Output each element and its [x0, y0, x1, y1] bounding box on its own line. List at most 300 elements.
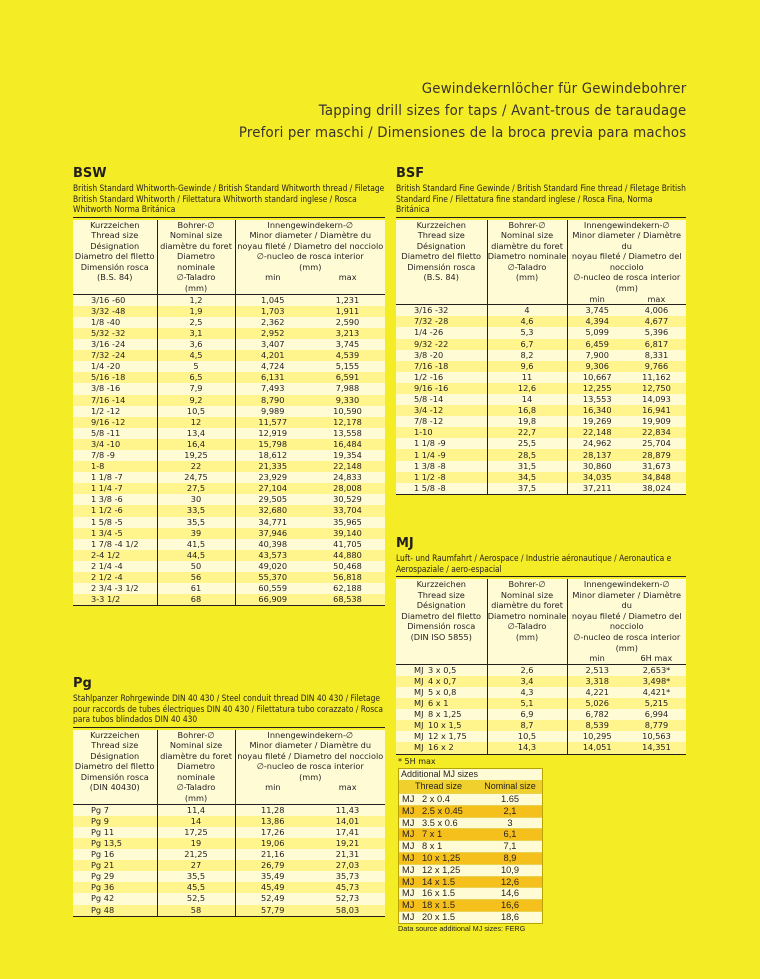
pg-title: Pg [73, 676, 92, 691]
thread-size: 1 5/8 -8 [396, 483, 487, 495]
mj-footnote: * 5H max [398, 757, 436, 766]
thread-value: 8 x 1,25 [428, 709, 462, 720]
table-row [396, 416, 686, 427]
thread-prefix: MJ [399, 911, 418, 922]
thread-value: 5 x 0,8 [428, 686, 457, 697]
nominal-size: 3 [478, 817, 542, 829]
mj-title: MJ [396, 536, 414, 551]
minor-max: 28,879 [627, 449, 686, 460]
thread-size [396, 664, 487, 676]
thread-value: 3 x 0,5 [428, 664, 457, 675]
table-row [396, 687, 686, 698]
thread-size: 3/4 -10 [73, 439, 157, 450]
minor-min: 2,952 [235, 328, 310, 339]
minor-min: 23,929 [235, 472, 310, 483]
pg-description: Stahlpanzer Rohrgewinde DIN 40 430 / Steel conduit thread DIN 40 430 / Filetage pour raccords de tubes électriques DIN 40 430 / Filettatura tubo corazzato / Rosca para tubos blindados DIN 40 430 [73, 693, 385, 728]
header-max: max [338, 272, 357, 283]
table-row [73, 361, 385, 372]
minor-min: 45,49 [235, 882, 310, 893]
pg-section [73, 676, 385, 917]
header-text: ∅-Taladro [507, 621, 547, 632]
header-text: Thread size [417, 230, 465, 241]
thread-size: 2 1/2 -4 [73, 572, 157, 583]
table-row [73, 461, 385, 472]
nominal-size: 9,2 [157, 395, 235, 406]
thread-prefix: MJ [399, 805, 418, 817]
minor-max: 5,155 [310, 361, 385, 372]
nominal-size: 28,5 [487, 449, 567, 460]
thread-size: 7/32 -28 [396, 316, 487, 327]
header-thread-size [73, 220, 157, 295]
thread-prefix: MJ [414, 720, 424, 731]
minor-min: 11,28 [235, 804, 310, 816]
header-unit: (mm) [299, 261, 322, 272]
header-min: min [265, 782, 281, 793]
additional-col-nominal: Nominal size [478, 780, 542, 794]
nominal-size: 11,4 [157, 804, 235, 816]
thread-size: 2-4 1/2 [73, 550, 157, 561]
header-text: Thread size [417, 589, 465, 600]
additional-row [399, 911, 542, 922]
table-row [396, 742, 686, 754]
header-nominal-size [157, 220, 235, 295]
minor-min: 7,900 [567, 350, 627, 361]
pg-table [73, 730, 385, 917]
nominal-size: 18,6 [478, 911, 542, 922]
minor-min: 57,79 [235, 905, 310, 917]
minor-min: 6,131 [235, 372, 310, 383]
bsw-table [73, 220, 385, 607]
thread-size: 1 1/8 -9 [396, 438, 487, 449]
nominal-size: 13,4 [157, 428, 235, 439]
minor-min: 16,340 [567, 405, 627, 416]
additional-row [399, 805, 542, 817]
thread-prefix: MJ [414, 731, 424, 742]
table-row [396, 472, 686, 483]
header-text: Kurzzeichen [416, 579, 466, 589]
minor-min: 2,362 [235, 317, 310, 328]
header-text: Minor diameter / Diamètre du [572, 230, 682, 251]
nominal-size: 16,8 [487, 405, 567, 416]
nominal-size: 58 [157, 905, 235, 917]
header-text: noyau fileté / Diametro del nocciolo [237, 240, 384, 251]
header-text: Diametro nominale [176, 251, 215, 272]
minor-max: 11,43 [310, 804, 385, 816]
nominal-size: 19 [157, 838, 235, 849]
thread-size [396, 709, 487, 720]
minor-min: 8,790 [235, 395, 310, 406]
minor-min: 3,407 [235, 339, 310, 350]
minor-max: 1,911 [310, 306, 385, 317]
table-row [73, 494, 385, 505]
header-text: noyau fileté / Diametro del nocciolo [237, 750, 384, 761]
nominal-size: 1,9 [157, 306, 235, 317]
table-row [396, 461, 686, 472]
nominal-size: 14,3 [487, 742, 567, 754]
minor-max: 24,833 [310, 472, 385, 483]
minor-min: 3,318 [567, 676, 627, 687]
table-row [396, 676, 686, 687]
minor-max: 9,766 [627, 361, 686, 372]
thread-size: 12 x 1,25 [418, 864, 478, 876]
thread-size: 1 3/8 -8 [396, 461, 487, 472]
table-row [73, 893, 385, 904]
minor-max: 52,73 [310, 893, 385, 904]
header-text: Kurzzeichen [90, 729, 140, 740]
additional-row [399, 829, 542, 841]
nominal-size: 17,25 [157, 827, 235, 838]
table-row [396, 731, 686, 742]
header-unit: (mm) [615, 642, 638, 653]
nominal-size: 5 [157, 361, 235, 372]
bsw-description: British Standard Whitworth-Gewinde / British Standard Whitworth thread / Filetage British Standard Whitworth / Filettatura Whitworth standard inglese / Rosca Whitworth Norma Británica [73, 183, 385, 218]
minor-max: 1,231 [310, 294, 385, 306]
nominal-size: 7,9 [157, 383, 235, 394]
minor-max: 35,965 [310, 517, 385, 528]
thread-prefix: MJ [399, 864, 418, 876]
header-max: max [647, 293, 666, 304]
header-row [73, 730, 385, 805]
thread-prefix: MJ [414, 686, 424, 697]
header-text: diamètre du foret [491, 600, 563, 611]
table-row [396, 449, 686, 460]
thread-size: Pg 42 [73, 893, 157, 904]
header-text: Diametro nominale [176, 761, 215, 782]
minor-min: 15,798 [235, 439, 310, 450]
nominal-size: 11 [487, 372, 567, 383]
thread-prefix: MJ [399, 876, 418, 888]
thread-size: 10 x 1,25 [418, 852, 478, 864]
minor-max: 41,705 [310, 539, 385, 550]
nominal-size: 22,7 [487, 427, 567, 438]
thread-size: 1/8 -40 [73, 317, 157, 328]
additional-row [399, 852, 542, 864]
table-row [396, 339, 686, 350]
mj-table [396, 579, 686, 755]
header-text: Innengewindekern-∅ [583, 579, 670, 589]
minor-max: 5,396 [627, 327, 686, 338]
data-source-note: Data source additional MJ sizes: FERG [398, 924, 526, 933]
table-row [73, 517, 385, 528]
additional-mj-table [398, 768, 543, 924]
minor-min: 4,201 [235, 350, 310, 361]
table-row [73, 838, 385, 849]
thread-size: 9/32 -22 [396, 339, 487, 350]
table-row [396, 316, 686, 327]
header-min-max [568, 294, 687, 305]
thread-size: Pg 36 [73, 882, 157, 893]
nominal-size: 45,5 [157, 882, 235, 893]
minor-max: 58,03 [310, 905, 385, 917]
minor-min: 2,513 [567, 664, 627, 676]
minor-min: 6,459 [567, 339, 627, 350]
thread-prefix: MJ [399, 841, 418, 853]
nominal-size: 39 [157, 528, 235, 539]
header-unit: (mm) [184, 283, 208, 294]
nominal-size: 12,6 [487, 383, 567, 394]
minor-max: 44,880 [310, 550, 385, 561]
header-text: ∅-Taladro [176, 782, 216, 793]
thread-size: 3/16 -32 [396, 305, 487, 317]
nominal-size: 5,3 [487, 327, 567, 338]
minor-min: 9,989 [235, 406, 310, 417]
thread-size: 3/16 -60 [73, 294, 157, 306]
header-unit: (mm) [299, 771, 322, 782]
minor-min: 35,49 [235, 871, 310, 882]
header-max: 6H max [640, 653, 673, 664]
header-minor-diameter [567, 220, 686, 305]
minor-min: 10,295 [567, 731, 627, 742]
nominal-size: 6,1 [478, 829, 542, 841]
minor-max: 10,563 [627, 731, 686, 742]
nominal-size: 50 [157, 561, 235, 572]
nominal-size: 9,6 [487, 361, 567, 372]
header-text: ∅-Taladro [507, 261, 547, 272]
minor-max: 8,779 [627, 720, 686, 731]
minor-max: 7,988 [310, 383, 385, 394]
header-thread-size [396, 220, 487, 305]
thread-size: 1 1/2 -8 [396, 472, 487, 483]
thread-prefix: MJ [399, 888, 418, 900]
minor-max: 28,008 [310, 483, 385, 494]
minor-max: 12,178 [310, 417, 385, 428]
minor-max: 14,01 [310, 816, 385, 827]
minor-max: 35,73 [310, 871, 385, 882]
mj-description: Luft- und Raumfahrt / Aerospace / Industrie aéronautique / Aeronautica e Aerospaziale / aero-espacial [396, 553, 686, 577]
nominal-size: 4,5 [157, 350, 235, 361]
thread-size: 9/16 -12 [73, 417, 157, 428]
header-min: min [589, 293, 605, 304]
thread-size [396, 742, 487, 754]
nominal-size: 27 [157, 860, 235, 871]
minor-max: 10,590 [310, 406, 385, 417]
minor-min: 1,703 [235, 306, 310, 317]
thread-prefix: MJ [399, 852, 418, 864]
header-max: max [338, 782, 357, 793]
thread-prefix: MJ [399, 900, 418, 912]
header-text: Désignation [416, 600, 466, 611]
thread-size: Pg 9 [73, 816, 157, 827]
minor-max: 2,653* [627, 664, 686, 676]
minor-min: 49,020 [235, 561, 310, 572]
thread-prefix: MJ [399, 829, 418, 841]
header-text: Diametro del filetto [401, 610, 482, 621]
thread-size: 5/32 -32 [73, 328, 157, 339]
minor-max: 3,213 [310, 328, 385, 339]
minor-max: 4,677 [627, 316, 686, 327]
header-text: Minor diameter / Diamètre du [572, 589, 682, 611]
header-text: Dimensión rosca [407, 261, 476, 272]
minor-max: 27,03 [310, 860, 385, 871]
header-standard: (B.S. 84) [423, 272, 459, 283]
thread-size: 3/32 -48 [73, 306, 157, 317]
thread-size: 3/8 -20 [396, 350, 487, 361]
bsf-description: British Standard Fine Gewinde / British Standard Fine thread / Filetage British Standard Fine / Filettatura fine standard inglese / Rosca Fina, Norma Británica [396, 183, 686, 218]
additional-row [399, 817, 542, 829]
minor-max: 5,215 [627, 698, 686, 709]
minor-min: 34,771 [235, 517, 310, 528]
minor-max: 38,024 [627, 483, 686, 495]
minor-min: 12,255 [567, 383, 627, 394]
thread-size: 1 1/8 -7 [73, 472, 157, 483]
thread-size: 7/32 -24 [73, 350, 157, 361]
nominal-size: 4,3 [487, 687, 567, 698]
table-row [396, 350, 686, 361]
thread-size: 1-10 [396, 427, 487, 438]
header-text: Kurzzeichen [90, 219, 140, 230]
minor-min: 13,553 [567, 394, 627, 405]
minor-max: 19,21 [310, 838, 385, 849]
thread-prefix: MJ [414, 698, 424, 709]
minor-min: 4,221 [567, 687, 627, 698]
thread-size: Pg 29 [73, 871, 157, 882]
table-row [73, 572, 385, 583]
thread-size: 1 5/8 -5 [73, 517, 157, 528]
thread-size: 3/4 -12 [396, 405, 487, 416]
minor-min: 27,104 [235, 483, 310, 494]
title-german: Gewindekernlöcher für Gewindebohrer [421, 81, 686, 97]
minor-max: 6,591 [310, 372, 385, 383]
header-text: ∅-Taladro [176, 272, 216, 283]
table-row [396, 394, 686, 405]
header-text: diamètre du foret [160, 750, 232, 761]
minor-min: 21,16 [235, 849, 310, 860]
table-row [396, 664, 686, 676]
header-unit: (mm) [615, 283, 638, 294]
minor-min: 30,860 [567, 461, 627, 472]
nominal-size: 10,5 [157, 406, 235, 417]
header-text: Désignation [90, 240, 140, 251]
thread-size: 1/4 -20 [73, 361, 157, 372]
table-row [396, 709, 686, 720]
additional-row [399, 794, 542, 806]
thread-value: 16 x 2 [428, 742, 454, 753]
thread-size: Pg 13,5 [73, 838, 157, 849]
thread-size: Pg 16 [73, 849, 157, 860]
minor-max: 21,31 [310, 849, 385, 860]
nominal-size: 16,4 [157, 439, 235, 450]
minor-max: 14,351 [627, 742, 686, 754]
minor-min: 29,505 [235, 494, 310, 505]
table-row [396, 405, 686, 416]
nominal-size: 8,7 [487, 720, 567, 731]
minor-min: 18,612 [235, 450, 310, 461]
header-minor-diameter [567, 579, 686, 664]
nominal-size: 24,75 [157, 472, 235, 483]
thread-value: 10 x 1,5 [428, 720, 462, 731]
minor-min: 17,26 [235, 827, 310, 838]
nominal-size: 4 [487, 305, 567, 317]
title-italian-spanish: Prefori per maschi / Dimensiones de la broca previa para machos [238, 125, 686, 141]
minor-max: 11,162 [627, 372, 686, 383]
table-row [73, 406, 385, 417]
nominal-size: 3,6 [157, 339, 235, 350]
header-text: Dimensión rosca [80, 771, 149, 782]
table-row [73, 583, 385, 594]
thread-size: 7/16 -18 [396, 361, 487, 372]
header-text: ∅-nucleo de rosca interior [256, 761, 364, 772]
nominal-size: 6,5 [157, 372, 235, 383]
nominal-size: 2,5 [157, 317, 235, 328]
thread-size: Pg 21 [73, 860, 157, 871]
minor-min: 13,86 [235, 816, 310, 827]
bsw-title: BSW [73, 166, 107, 181]
bsf-table [396, 220, 686, 495]
minor-min: 24,962 [567, 438, 627, 449]
header-nominal-size [487, 220, 567, 305]
table-row [396, 698, 686, 709]
header-text: Innengewindekern-∅ [583, 219, 670, 230]
minor-max: 33,704 [310, 505, 385, 516]
nominal-size: 22 [157, 461, 235, 472]
minor-max: 6,817 [627, 339, 686, 350]
minor-min: 5,026 [567, 698, 627, 709]
minor-max: 4,006 [627, 305, 686, 317]
minor-min: 60,559 [235, 583, 310, 594]
nominal-size: 33,5 [157, 505, 235, 516]
thread-size: 2 3/4 -3 1/2 [73, 583, 157, 594]
header-thread-size [396, 579, 487, 664]
thread-size: 9/16 -16 [396, 383, 487, 394]
minor-min: 22,148 [567, 427, 627, 438]
minor-max: 14,093 [627, 394, 686, 405]
thread-size: 1/2 -16 [396, 372, 487, 383]
nominal-size: 1,2 [157, 294, 235, 306]
minor-min: 34,035 [567, 472, 627, 483]
table-row [73, 528, 385, 539]
header-text: Nominal size [500, 589, 554, 600]
thread-size: 5/8 -14 [396, 394, 487, 405]
table-row [73, 849, 385, 860]
table-row [73, 816, 385, 827]
header-text: Innengewindekern-∅ [267, 729, 354, 740]
header-text: Bohrer-∅ [508, 579, 546, 589]
minor-min: 43,573 [235, 550, 310, 561]
header-text: Diametro nominale [487, 610, 567, 621]
table-row [396, 483, 686, 495]
thread-size: 3/16 -24 [73, 339, 157, 350]
minor-max: 19,354 [310, 450, 385, 461]
thread-size: 3.5 x 0.6 [418, 817, 478, 829]
minor-max: 34,848 [627, 472, 686, 483]
header-text: Diametro del filetto [74, 251, 155, 262]
minor-max: 39,140 [310, 528, 385, 539]
thread-size: 1 7/8 -4 1/2 [73, 539, 157, 550]
thread-size: 5/16 -18 [73, 372, 157, 383]
table-row [73, 561, 385, 572]
minor-max: 30,529 [310, 494, 385, 505]
thread-prefix: MJ [399, 794, 418, 806]
nominal-size: 8,2 [487, 350, 567, 361]
nominal-size: 56 [157, 572, 235, 583]
header-text: Bohrer-∅ [177, 729, 215, 740]
table-row [73, 860, 385, 871]
thread-size: 1 3/8 -6 [73, 494, 157, 505]
header-row [396, 579, 686, 664]
header-text: Thread size [91, 230, 139, 241]
minor-min: 52,49 [235, 893, 310, 904]
nominal-size: 7,1 [478, 841, 542, 853]
header-unit: (mm) [515, 631, 539, 642]
minor-min: 6,782 [567, 709, 627, 720]
nominal-size: 35,5 [157, 517, 235, 528]
header-minor-diameter [235, 730, 385, 805]
nominal-size: 27,5 [157, 483, 235, 494]
table-row [396, 372, 686, 383]
nominal-size: 61 [157, 583, 235, 594]
minor-max: 50,468 [310, 561, 385, 572]
nominal-size: 5,1 [487, 698, 567, 709]
